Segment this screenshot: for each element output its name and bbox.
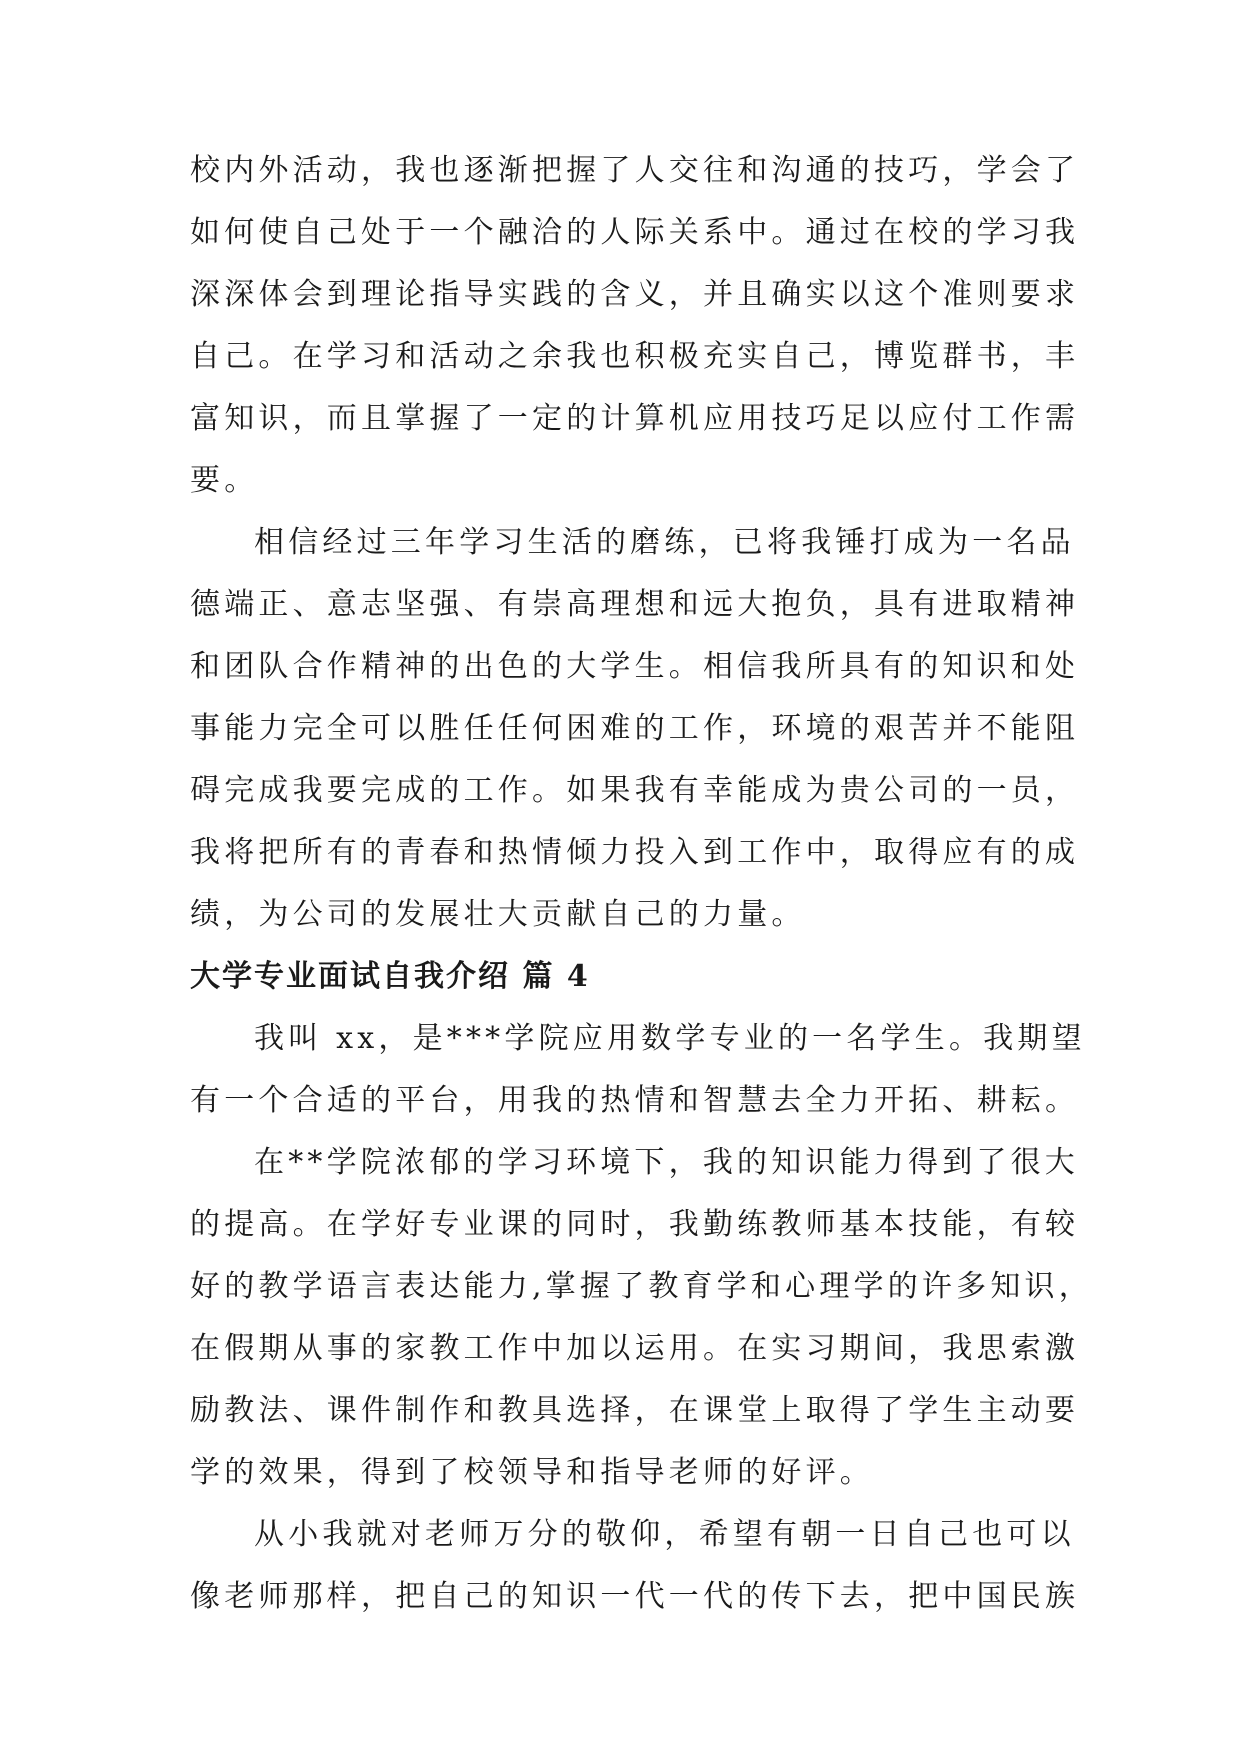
- text-line: 在假期从事的家教工作中加以运用。在实习期间，我思索激: [190, 1331, 1080, 1366]
- text-line: 相信经过三年学习生活的磨练，已将我锤打成为一名品: [254, 525, 1075, 560]
- text-line: 学的效果，得到了校领导和指导老师的好评。: [190, 1455, 874, 1490]
- text-line: 励教法、课件制作和教具选择，在课堂上取得了学生主动要: [190, 1393, 1080, 1428]
- text-line: 校内外活动，我也逐渐把握了人交往和沟通的技巧，学会了: [190, 153, 1080, 188]
- text-line: 碍完成我要完成的工作。如果我有幸能成为贵公司的一员，: [190, 773, 1080, 808]
- text-line: 自己。在学习和活动之余我也积极充实自己，博览群书，丰: [190, 339, 1080, 374]
- text-line: 德端正、意志坚强、有崇高理想和远大抱负，具有进取精神: [190, 587, 1080, 622]
- text-line: 像老师那样，把自己的知识一代一代的传下去，把中国民族: [190, 1579, 1080, 1614]
- text-line: 有一个合适的平台，用我的热情和智慧去全力开拓、耕耘。: [190, 1083, 1080, 1118]
- text-line: 深深体会到理论指导实践的含义，并且确实以这个准则要求: [190, 277, 1080, 312]
- text-line: 如何使自己处于一个融洽的人际关系中。通过在校的学习我: [190, 215, 1080, 250]
- document-page: [190, 140, 1093, 1628]
- text-line: 好的教学语言表达能力,掌握了教育学和心理学的许多知识，: [190, 1269, 1093, 1304]
- text-line: 要。: [190, 463, 259, 498]
- paragraph-4: [190, 1132, 1093, 1504]
- text-line: 我叫 xx，是***学院应用数学专业的一名学生。我期望: [254, 1021, 1086, 1056]
- paragraph-3: [190, 1008, 1086, 1132]
- paragraph-1: [190, 140, 1080, 512]
- text-line: 富知识，而且掌握了一定的计算机应用技巧足以应付工作需: [190, 401, 1080, 436]
- text-line: 事能力完全可以胜任任何困难的工作，环境的艰苦并不能阻: [190, 711, 1080, 746]
- text-line: 从小我就对老师万分的敬仰，希望有朝一日自己也可以: [254, 1517, 1075, 1552]
- text-line: 的提高。在学好专业课的同时，我勤练教师基本技能，有较: [190, 1207, 1080, 1242]
- text-line: 和团队合作精神的出色的大学生。相信我所具有的知识和处: [190, 649, 1080, 684]
- text-line: 我将把所有的青春和热情倾力投入到工作中，取得应有的成: [190, 835, 1080, 870]
- paragraph-5: [190, 1504, 1080, 1628]
- section-heading: 大学专业面试自我介绍 篇 4: [190, 959, 590, 994]
- text-line: 绩，为公司的发展壮大贡献自己的力量。: [190, 897, 806, 932]
- text-line: 在**学院浓郁的学习环境下，我的知识能力得到了很大: [254, 1145, 1079, 1180]
- paragraph-2: [190, 512, 1080, 946]
